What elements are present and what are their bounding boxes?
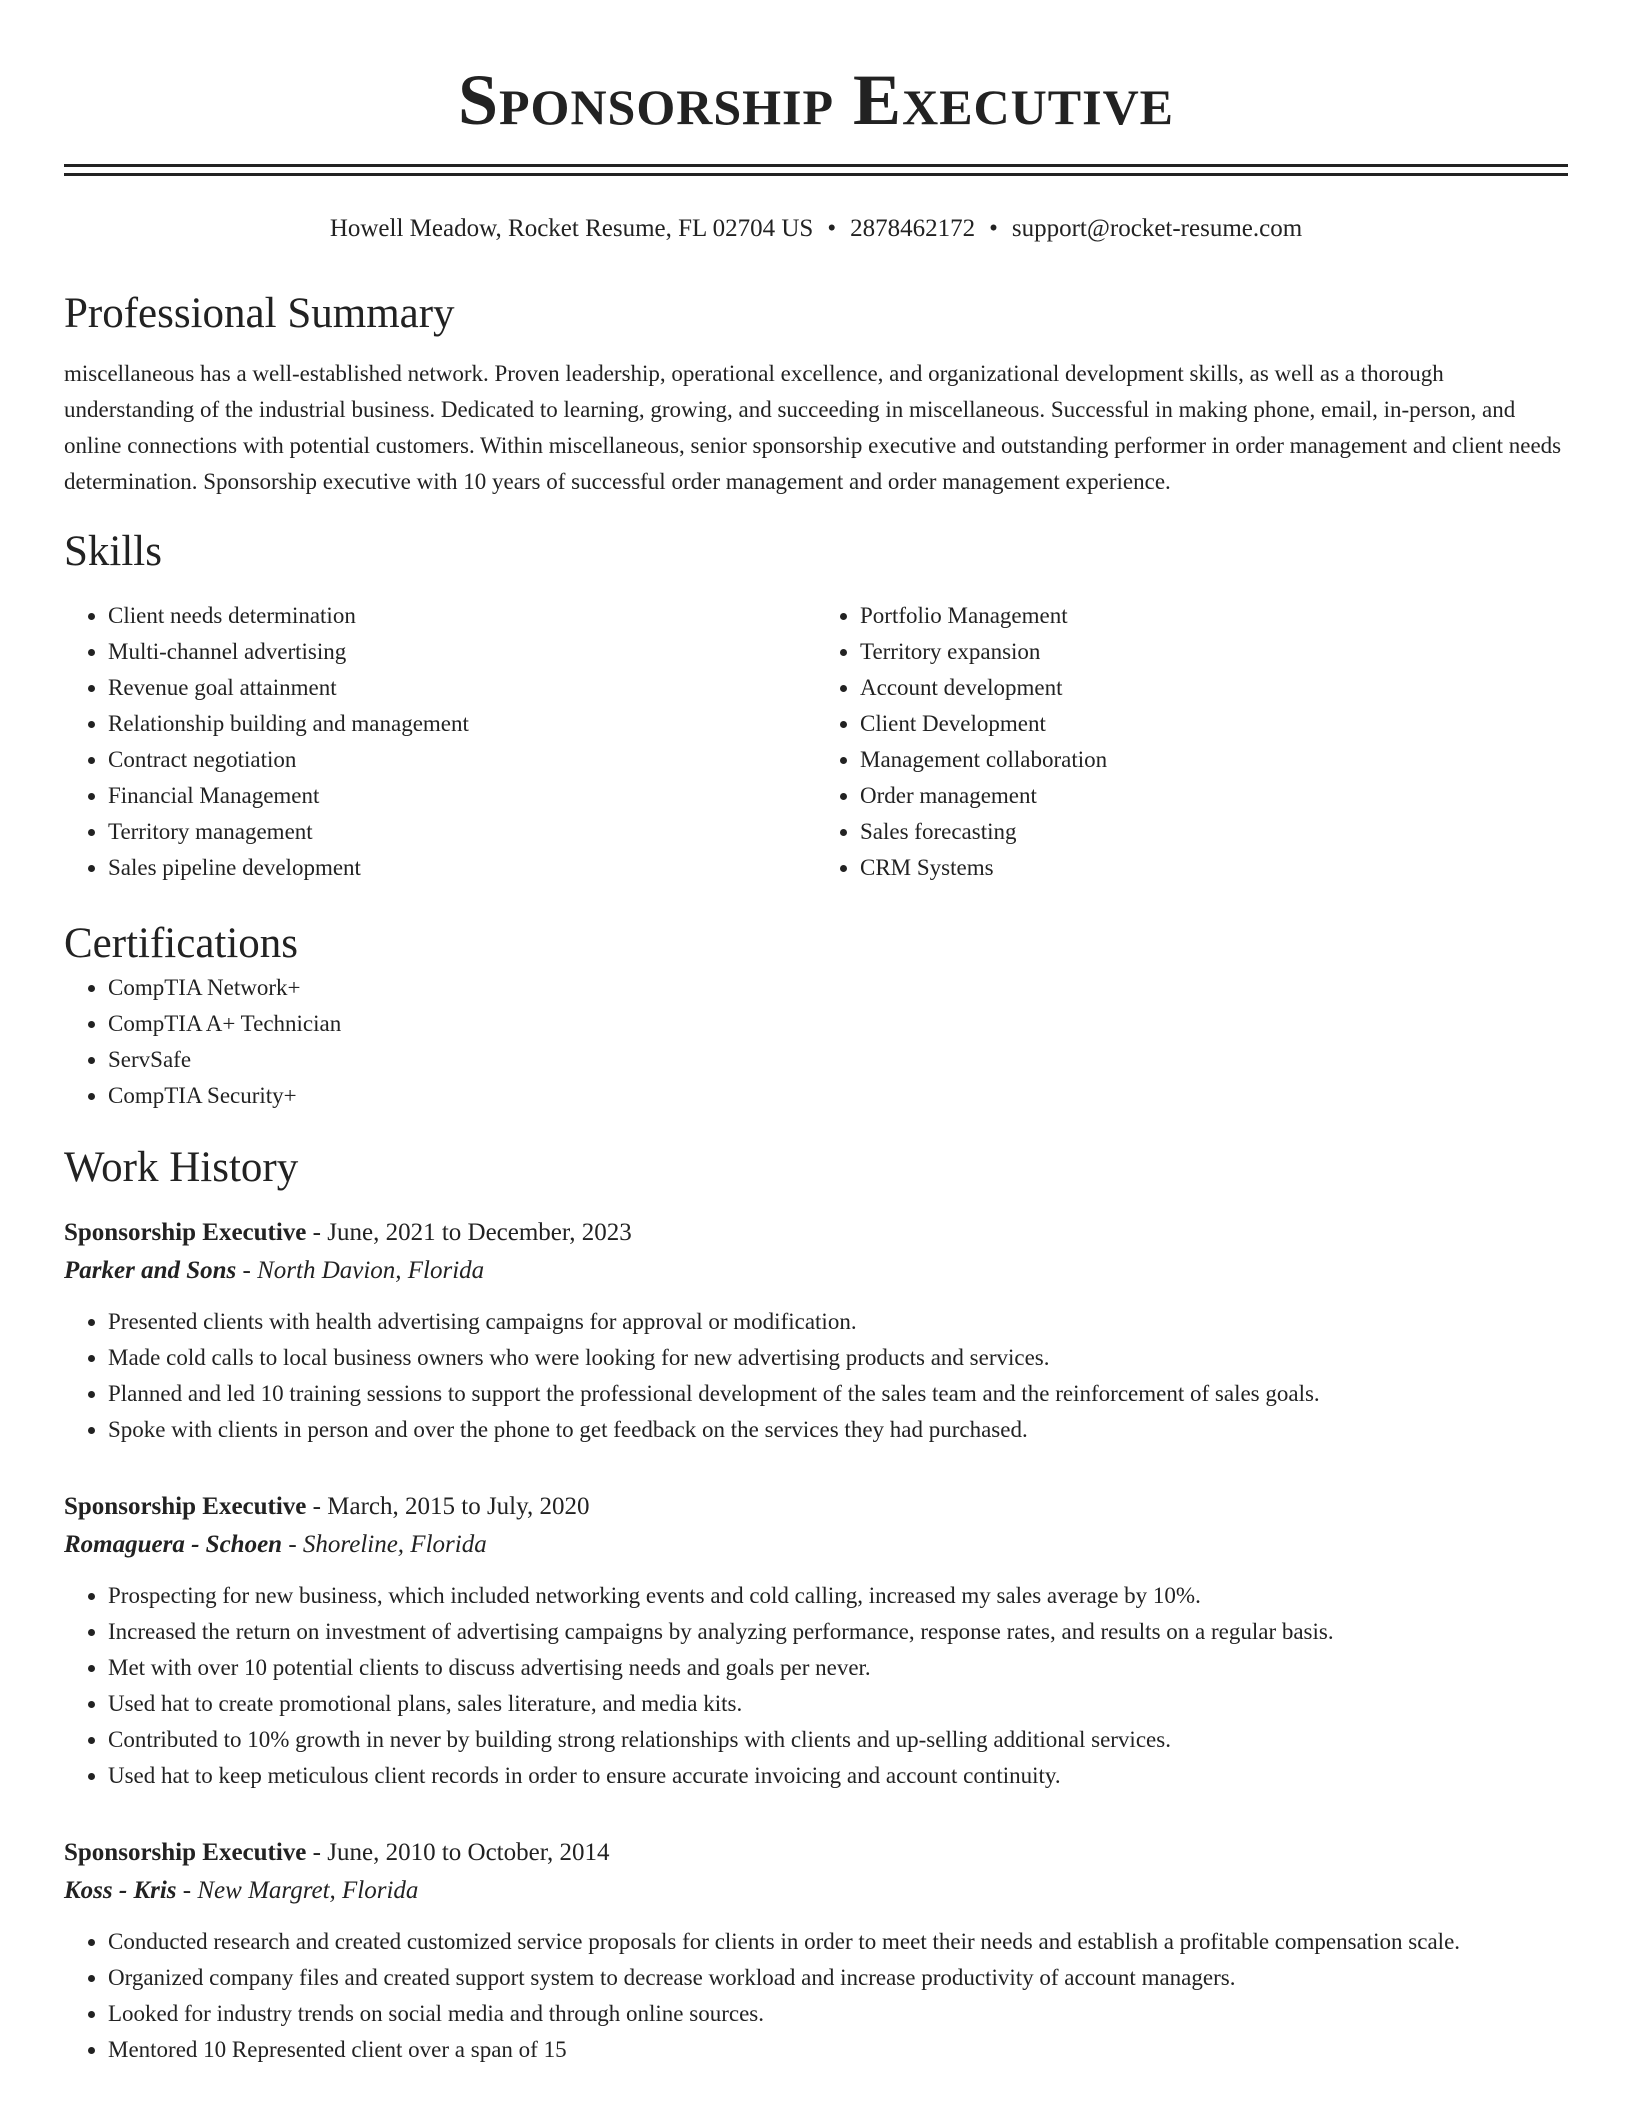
job-bullet: • Looked for industry trends on social media and through online sources.: [108, 1996, 1568, 2032]
job-bullet: • Increased the return on investment of advertising campaigns by analyzing performance, response rates, and results on a regular basis.: [108, 1614, 1568, 1650]
skill-item: • Multi-channel advertising: [108, 634, 816, 670]
job-bullet: • Spoke with clients in person and over the phone to get feedback on the services they had purchased.: [108, 1412, 1568, 1448]
contact-separator: •: [989, 215, 998, 242]
skill-item: • Territory management: [108, 814, 816, 850]
skill-item: • Account development: [860, 670, 1568, 706]
job-bullet: • Organized company files and created support system to decrease workload and increase productivity of account managers.: [108, 1960, 1568, 1996]
contact-email: support@rocket-resume.com: [1011, 215, 1303, 242]
certification-item: • ServSafe: [108, 1042, 1568, 1078]
company-location: - Shoreline, Florida: [282, 1531, 487, 1558]
certification-item: • CompTIA Security+: [108, 1078, 1568, 1114]
job-bullet: • Made cold calls to local business owners who were looking for new advertising products and services.: [108, 1340, 1568, 1376]
company-name: Parker and Sons: [64, 1257, 237, 1284]
company-name: Koss - Kris: [64, 1877, 177, 1904]
job-bullet: • Planned and led 10 training sessions to support the professional development of the sales team and the reinforcement of sales goals.: [108, 1376, 1568, 1412]
skill-item: • Territory expansion: [860, 634, 1568, 670]
skills-heading: Skills: [64, 528, 162, 575]
job-bullet: • Prospecting for new business, which included networking events and cold calling, increased my sales average by 10%.: [108, 1578, 1568, 1614]
job-bullet: • Contributed to 10% growth in never by building strong relationships with clients and up-selling additional services.: [108, 1722, 1568, 1758]
job-entry: [64, 1834, 1568, 2068]
job-title: Sponsorship Executive: [64, 1839, 307, 1866]
skill-item: • Financial Management: [108, 778, 816, 814]
certifications-heading: Certifications: [64, 920, 299, 967]
certification-item: • CompTIA A+ Technician: [108, 1006, 1568, 1042]
job-title: Sponsorship Executive: [64, 1493, 307, 1520]
skill-item: • Client Development: [860, 706, 1568, 742]
contact-line: [64, 212, 1568, 246]
skills-list-left: [64, 598, 816, 886]
company-location: - North Davion, Florida: [236, 1257, 485, 1284]
job-title: Sponsorship Executive: [64, 1219, 307, 1246]
skill-item: • Portfolio Management: [860, 598, 1568, 634]
title-divider-top: [64, 164, 1568, 167]
job-bullet: • Used hat to keep meticulous client records in order to ensure accurate invoicing and account continuity.: [108, 1758, 1568, 1794]
job-entry: [64, 1214, 1568, 1448]
contact-address: Howell Meadow, Rocket Resume, FL 02704 US: [329, 215, 814, 242]
job-bullets: [64, 1578, 1568, 1794]
job-bullets: [64, 1924, 1568, 2068]
resume-title: Sponsorship Executive: [457, 60, 1175, 140]
title-divider-bottom: [64, 173, 1568, 176]
skill-item: • Revenue goal attainment: [108, 670, 816, 706]
company-location: - New Margret, Florida: [176, 1877, 419, 1904]
company-line: [64, 1526, 1568, 1564]
skill-item: • Sales pipeline development: [108, 850, 816, 886]
company-line: [64, 1252, 1568, 1290]
job-title-line: [64, 1488, 1568, 1526]
skill-item: • Order management: [860, 778, 1568, 814]
skill-item: • CRM Systems: [860, 850, 1568, 886]
work-history-heading: Work History: [64, 1144, 299, 1191]
job-title-line: [64, 1834, 1568, 1872]
job-dates: - June, 2010 to October, 2014: [306, 1839, 610, 1866]
skill-item: • Sales forecasting: [860, 814, 1568, 850]
skills-list-right: [816, 598, 1568, 886]
skills-columns: [64, 598, 1568, 886]
certification-item: • CompTIA Network+: [108, 970, 1568, 1006]
job-bullet: • Met with over 10 potential clients to discuss advertising needs and goals per never.: [108, 1650, 1568, 1686]
skill-item: • Client needs determination: [108, 598, 816, 634]
skill-item: • Management collaboration: [860, 742, 1568, 778]
job-bullet: • Mentored 10 Represented client over a span of 15: [108, 2032, 1568, 2068]
job-bullet: • Conducted research and created customized service proposals for clients in order to meet their needs and establish a profitable compensation scale.: [108, 1924, 1568, 1960]
certifications-list: [64, 970, 1568, 1114]
job-dates: - March, 2015 to July, 2020: [306, 1493, 590, 1520]
company-line: [64, 1872, 1568, 1910]
skill-item: • Contract negotiation: [108, 742, 816, 778]
job-dates: - June, 2021 to December, 2023: [306, 1219, 632, 1246]
job-bullet: • Used hat to create promotional plans, sales literature, and media kits.: [108, 1686, 1568, 1722]
skill-item: • Relationship building and management: [108, 706, 816, 742]
contact-phone: 2878462172: [850, 215, 976, 242]
job-bullets: [64, 1304, 1568, 1448]
summary-text: miscellaneous has a well-established network. Proven leadership, operational excellence, and organizational development skills, as well as a thorough understanding of the industrial business. Dedicated to learning, growing, and succeeding in miscellaneous. Successful in making phone, email, in-person, and online connections with potential customers. Within miscellaneous, senior sponsorship executive and outstanding performer in order management and client needs determination. Sponsorship executive with 10 years of successful order management and order management experience.: [64, 361, 1562, 494]
company-name: Romaguera - Schoen: [64, 1531, 283, 1558]
job-entry: [64, 1488, 1568, 1794]
job-title-line: [64, 1214, 1568, 1252]
job-bullet: • Presented clients with health advertising campaigns for approval or modification.: [108, 1304, 1568, 1340]
summary-heading: Professional Summary: [64, 290, 455, 337]
contact-separator: •: [827, 215, 837, 242]
